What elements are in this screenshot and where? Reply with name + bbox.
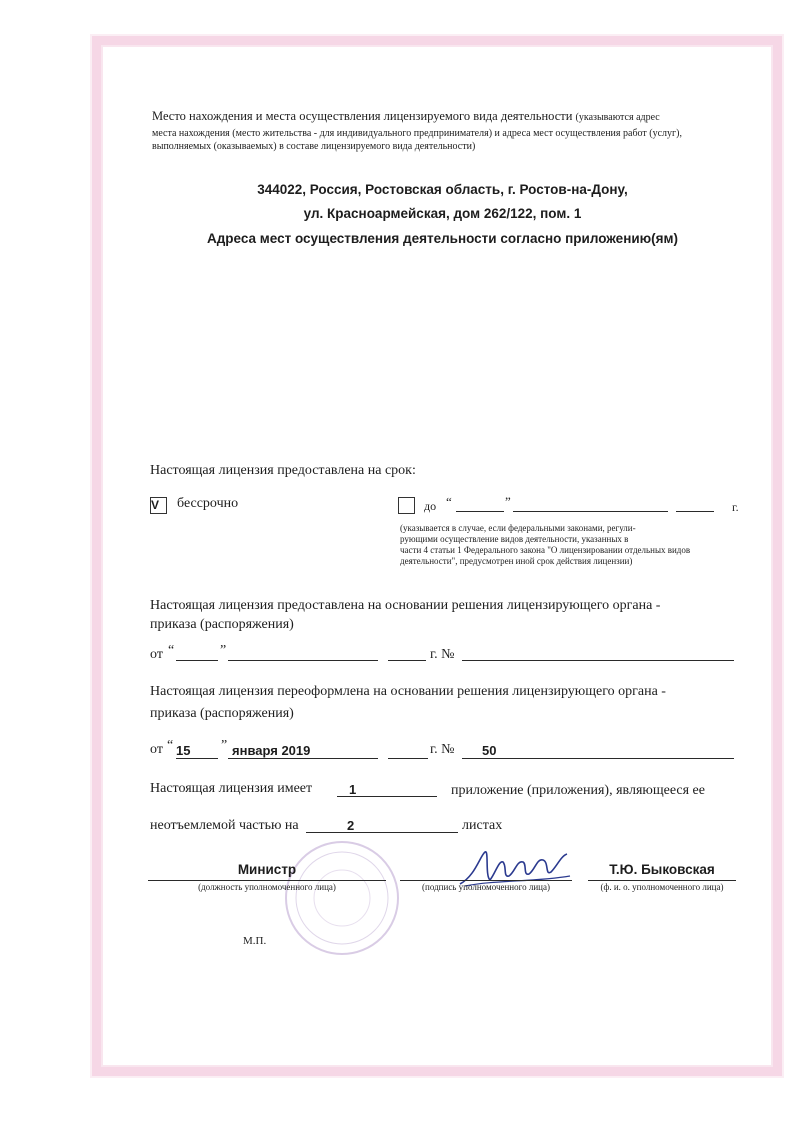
- reissued-quote-close: ”: [221, 738, 228, 753]
- seal-stamp-graphic: [282, 838, 402, 958]
- attachments-text-4: листах: [462, 818, 503, 833]
- name-caption: (ф. и. о. уполномоченного лица): [600, 882, 724, 892]
- address-line-3: Адреса мест осуществления деятельности согласно приложению(ям): [206, 231, 679, 246]
- term-note-line-4: деятельности", предусмотрен иной срок действия лицензии): [400, 556, 633, 566]
- until-month-field[interactable]: [513, 511, 668, 512]
- until-quote-close: ”: [505, 494, 511, 509]
- seal-stamp: [282, 838, 402, 958]
- reissued-day-value: 15: [176, 743, 191, 758]
- until-quote-open: “: [446, 494, 452, 509]
- indefinite-label: бессрочно: [177, 496, 239, 511]
- attachments-text-1: Настоящая лицензия имеет: [150, 781, 313, 796]
- until-day-field[interactable]: [456, 511, 504, 512]
- granted-basis-text-2: приказа (распоряжения): [150, 617, 294, 632]
- reissued-year-field: [388, 758, 428, 759]
- term-note-line-2: рующими осуществление видов деятельности, указанных в: [400, 534, 629, 544]
- location-note-line-2: места нахождения (место жительства - для индивидуального предпринимателя) и адреса мест осуществления работ (услуг),: [152, 128, 682, 139]
- location-title-main: Место нахождения и места осуществления лицензируемого вида деятельности: [152, 109, 573, 123]
- address-line-1: 344022, Россия, Ростовская область, г. Ростов-на-Дону,: [257, 182, 628, 197]
- attachments-count-field: [337, 796, 437, 797]
- until-date-checkbox[interactable]: [398, 497, 415, 514]
- reissued-number-value: 50: [482, 743, 497, 758]
- until-prefix: до: [424, 499, 437, 513]
- attachments-count-value: 1: [349, 782, 357, 797]
- indefinite-checkbox[interactable]: [150, 497, 167, 514]
- attachments-sheets-value: 2: [347, 818, 355, 833]
- reissued-quote-open: “: [167, 738, 174, 753]
- reissued-number-field: [462, 758, 734, 759]
- granted-number-field[interactable]: [462, 660, 734, 661]
- granted-basis-text-1: Настоящая лицензия предоставлена на основании решения лицензирующего органа -: [150, 598, 661, 613]
- attachments-text-2: приложение (приложения), являющееся ее: [451, 783, 705, 798]
- seal-place-label: М.П.: [243, 935, 267, 947]
- granted-from-label: от: [150, 647, 163, 662]
- position-line: [148, 880, 386, 881]
- reissued-month-year-value: января 2019: [232, 743, 311, 758]
- term-note-line-1: (указывается в случае, если федеральными законами, регули-: [400, 523, 636, 533]
- location-title-note: (указываются адрес: [575, 112, 660, 123]
- until-year-suffix: г.: [732, 500, 739, 514]
- term-label: Настоящая лицензия предоставлена на срок:: [150, 463, 416, 478]
- location-title: [152, 109, 660, 124]
- reissued-month-field: [228, 758, 378, 759]
- reissued-from-label: от: [150, 742, 163, 757]
- reissued-number-label: г. №: [430, 742, 455, 757]
- reissued-basis-text-2: приказа (распоряжения): [150, 706, 294, 721]
- name-line: [588, 880, 736, 881]
- position-caption: (должность уполномоченного лица): [198, 882, 336, 892]
- signatory-name: Т.Ю. Быковская: [609, 862, 715, 877]
- granted-quote-close: ”: [220, 643, 227, 658]
- granted-quote-open: “: [168, 643, 175, 658]
- granted-month-field[interactable]: [228, 660, 378, 661]
- granted-day-field[interactable]: [176, 660, 218, 661]
- location-note-line-3: выполняемых (оказываемых) в составе лицензируемого вида деятельности): [152, 141, 476, 152]
- signature-line: [400, 880, 572, 881]
- granted-year-field[interactable]: [388, 660, 426, 661]
- address-line-2: ул. Красноармейская, дом 262/122, пом. 1: [303, 206, 582, 221]
- check-mark-icon: V: [151, 498, 160, 512]
- attachments-text-3: неотъемлемой частью на: [150, 818, 299, 833]
- reissued-day-field: [176, 758, 218, 759]
- attachments-sheets-field: [306, 832, 458, 833]
- granted-number-label: г. №: [430, 647, 455, 662]
- until-year-field[interactable]: [676, 511, 714, 512]
- signatory-position: Министр: [237, 862, 297, 877]
- reissued-basis-text-1: Настоящая лицензия переоформлена на основании решения лицензирующего органа -: [150, 684, 666, 699]
- signature-caption: (подпись уполномоченного лица): [422, 882, 550, 892]
- term-note-line-3: части 4 статьи 1 Федерального закона "О лицензировании отдельных видов: [400, 545, 691, 555]
